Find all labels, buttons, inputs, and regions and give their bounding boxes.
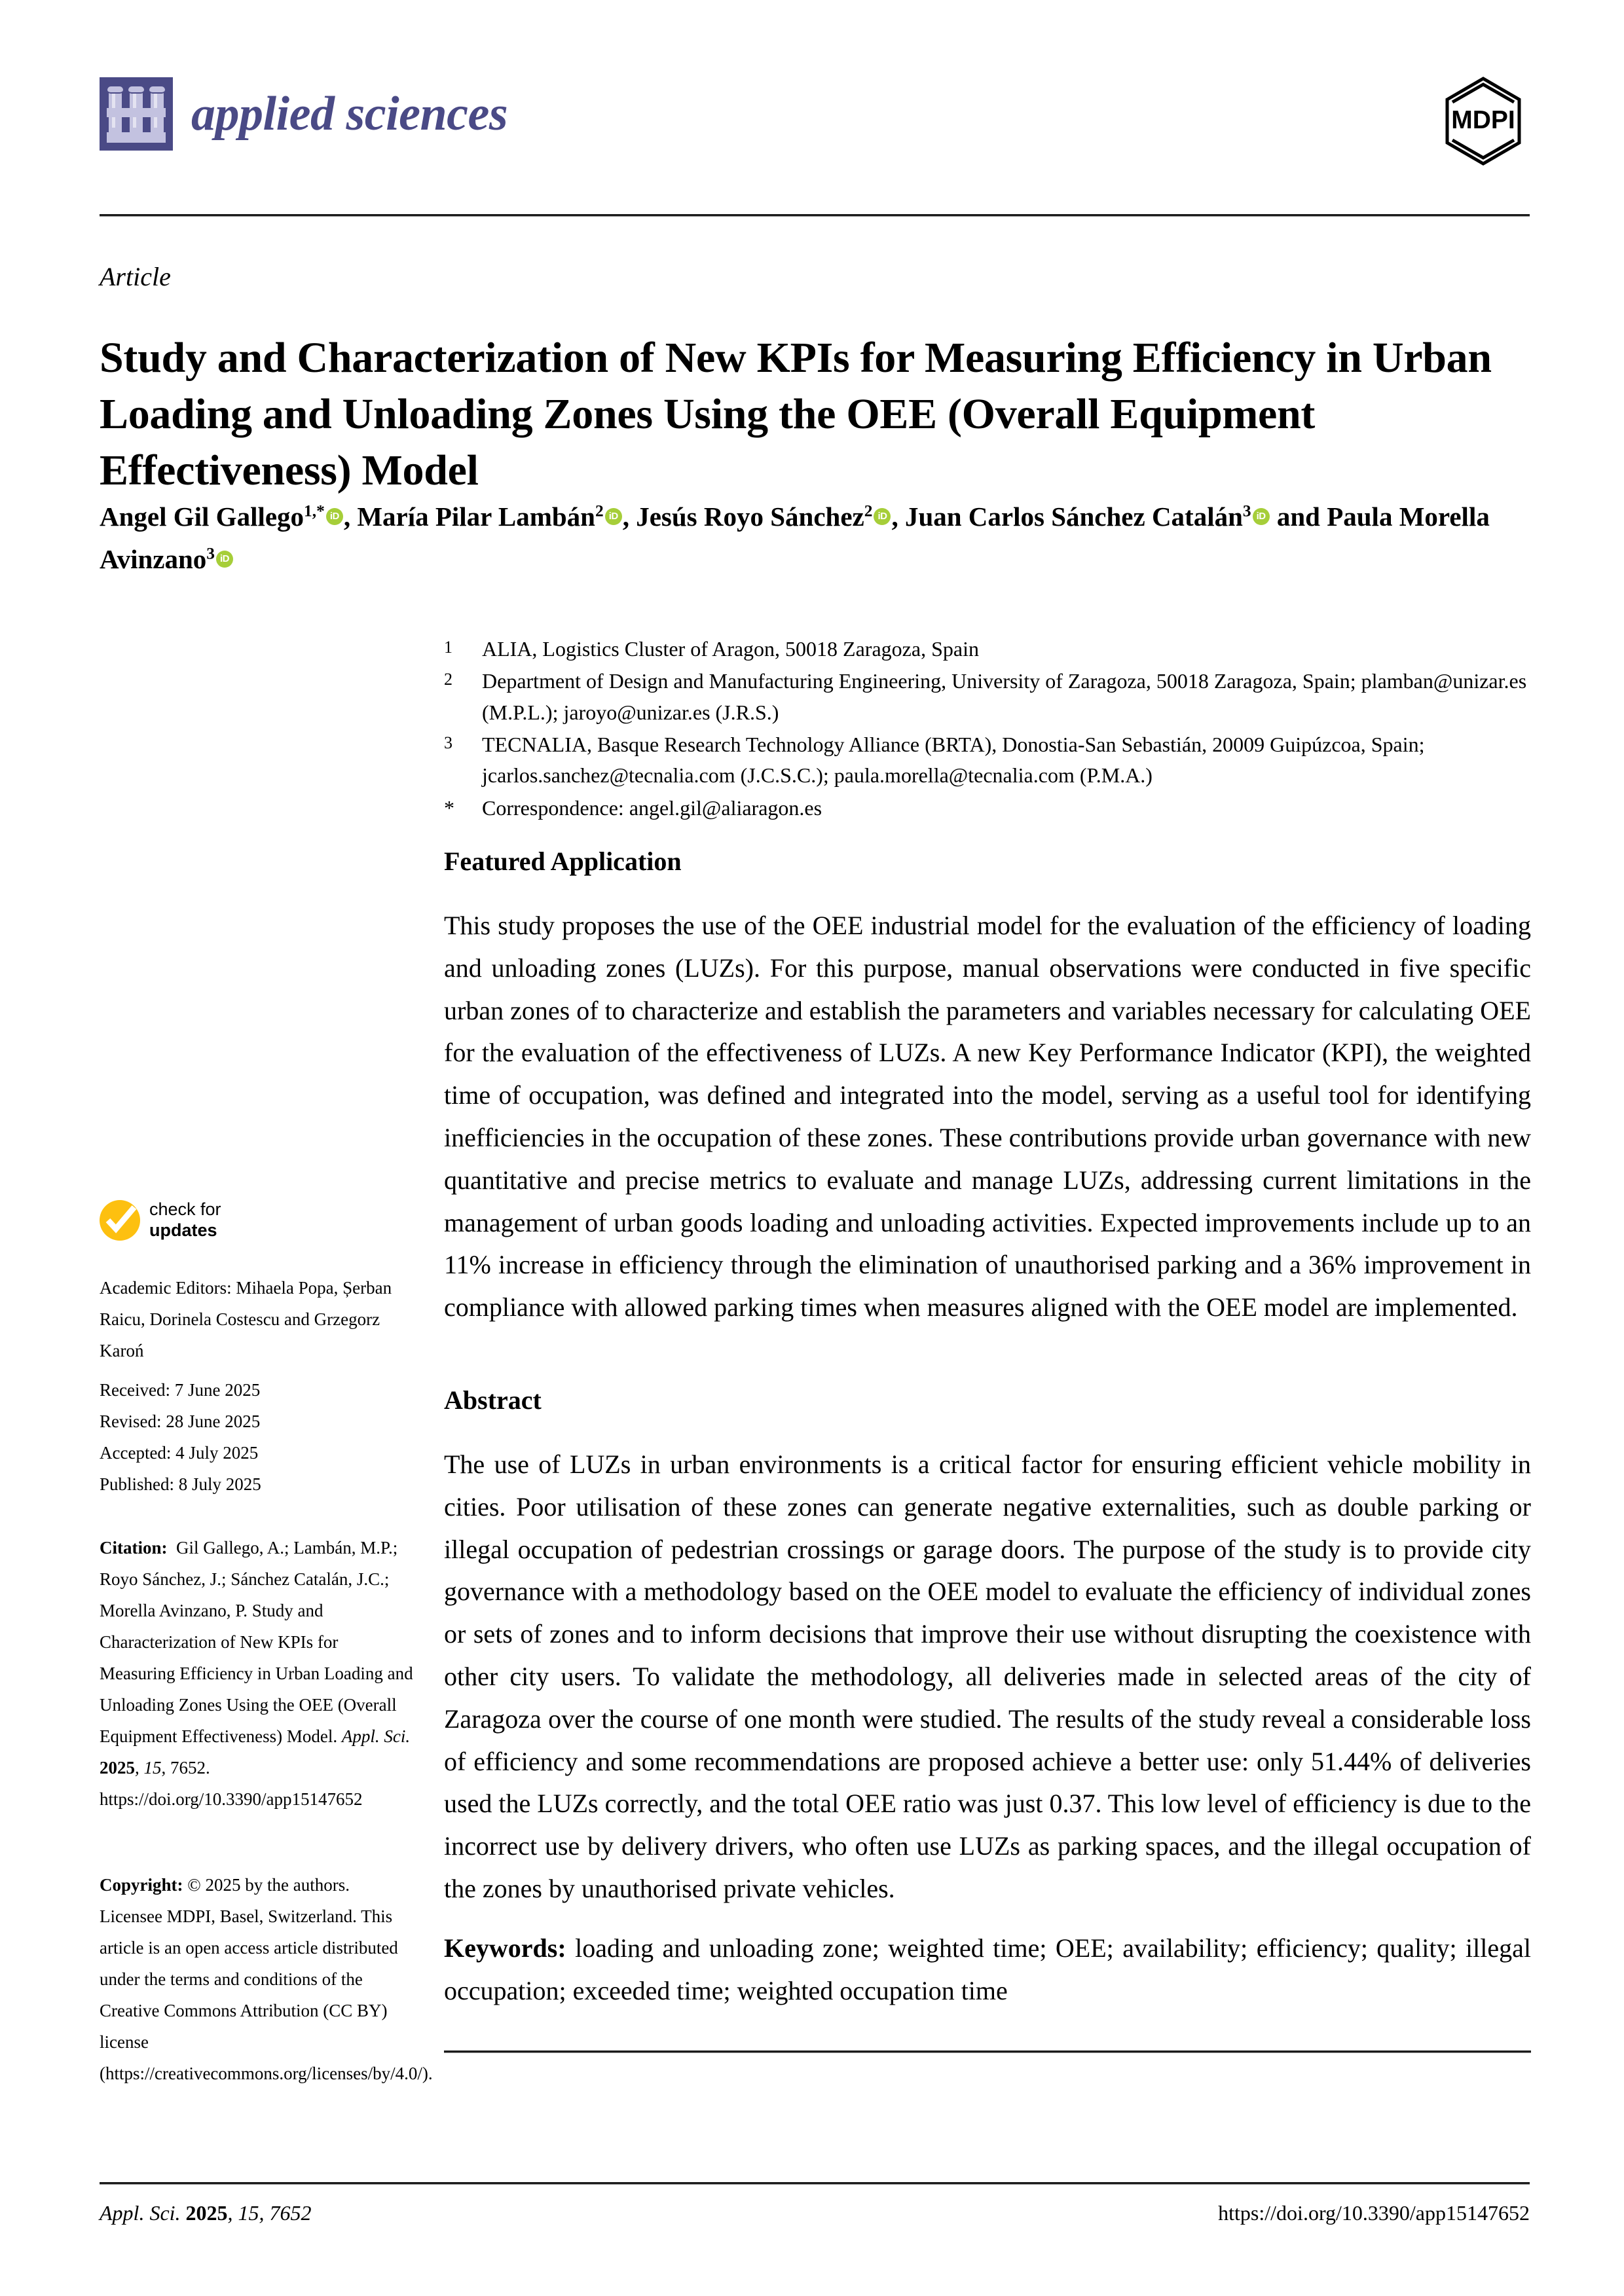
affiliation-row bbox=[444, 666, 1531, 728]
academic-editors-text: Academic Editors: Mihaela Popa, Șerban Raicu, Dorinela Costescu and Grzegorz Karoń bbox=[100, 1278, 392, 1361]
author-name: Angel Gil Gallego bbox=[100, 501, 304, 532]
keywords-list: loading and unloading zone; weighted time; OEE; availability; efficiency; quality; illegal occupation; exceeded time; weighted occupation time bbox=[444, 1933, 1532, 2005]
author-entry[interactable] bbox=[100, 501, 344, 532]
date-revised: Revised: 28 June 2025 bbox=[100, 1412, 261, 1432]
citation-label: Citation: bbox=[100, 1538, 168, 1558]
author-affiliation-marks: 3 bbox=[206, 544, 215, 563]
citation-volume: 15 bbox=[143, 1758, 162, 1778]
copyright-text: © 2025 by the authors. Licensee MDPI, Basel, Switzerland. This article is an open access article distributed under the terms and conditions of the Creative Commons Attribution (CC BY) license (https://creativecommons.org/licenses/by/4.0/). bbox=[100, 1875, 433, 2084]
keywords-line bbox=[444, 1927, 1531, 2013]
mdpi-logo[interactable] bbox=[1437, 72, 1530, 170]
author-separator: , bbox=[622, 501, 637, 532]
affiliation-text: TECNALIA, Basque Research Technology Alliance (BRTA), Donostia-San Sebastián, 20009 Guipúzcoa, Spain; jcarlos.sanchez@tecnalia.com (J.C.S.C.); paula.morella@tecnalia.com (P.M.A.) bbox=[482, 733, 1425, 788]
citation-block: Citation: Gil Gallego, A.; Lambán, M.P.; Royo Sánchez, J.; Sánchez Catalán, J.C.; Morella Avinzano, P. Study and Characterization of New KPIs for Measuring Efficiency in Urban Loading and Unloading Zones Using the OEE (Overall Equipment Effectiveness) Model. Appl. Sci. 2025, 15, 7652. https://doi.org/10.3390/app15147652 bbox=[100, 1538, 413, 1810]
abstract-body: The use of LUZs in urban environments is a critical factor for ensuring efficient vehicle mobility in cities. Poor utilisation of these zones can generate negative externalities, such as double parking or illegal occupation of pedestrian crossings or garage doors. The purpose of the study is to provide city governance with a methodology based on the OEE model to evaluate the efficiency of individual zones or sets of zones and to inform decisions that improve their use without disrupting the coexistence with other city users. To validate the methodology, all deliveries made in selected areas of the city of Zaragoza over the course of one month were studied. The results of the study reveal a considerable loss of efficiency and some recommendations are proposed achieve a better use: only 51.44% of deliveries used the LUZs correctly, and the total OEE ratio was just 0.37. This low level of efficiency is due to the incorrect use by delivery drivers, who often use LUZs as parking spaces, and the illegal occupation of the zones by unauthorised private vehicles. bbox=[444, 1449, 1531, 1903]
author-entry[interactable] bbox=[905, 501, 1270, 532]
affiliation-row bbox=[444, 634, 1531, 665]
orcid-icon[interactable]: iD bbox=[216, 551, 233, 568]
affiliation-row bbox=[444, 793, 1531, 824]
date-published: Published: 8 July 2025 bbox=[100, 1474, 261, 1495]
article-type: Article bbox=[100, 262, 171, 291]
author-affiliation-marks: 2 bbox=[864, 501, 873, 520]
page-title: Study and Characterization of New KPIs for Measuring Efficiency in Urban Loading and Unloading Zones Using the OEE (Overall Equipment Effectiveness) Model bbox=[100, 334, 1492, 494]
svg-text:MDPI: MDPI bbox=[1451, 106, 1515, 134]
footer-doi[interactable]: https://doi.org/10.3390/app15147652 bbox=[1218, 2201, 1530, 2225]
author-name: and Paula Morella Avinzano bbox=[100, 501, 1490, 574]
author-name: María Pilar Lambán bbox=[357, 501, 595, 532]
featured-application-body: This study proposes the use of the OEE industrial model for the evaluation of the efficiency of loading and unloading zones (LUZs). For this purpose, manual observations were conducted in five specific urban zones of to characterize and establish the parameters and variables necessary for calculating OEE for the evaluation of the effectiveness of LUZs. A new Key Performance Indicator (KPI), the weighted time of occupation, was defined and integrated into the model, serving as a useful tool for identifying inefficiencies in the occupation of these zones. These contributions provide urban governance with new quantitative and precise metrics to evaluate and manage LUZs, addressing current limitations in the management of urban goods loading and unloading activities. Expected improvements include up to an 11% increase in efficiency through the elimination of unauthorised parking and a 36% improvement in compliance with allowed parking times when measures aligned with the OEE model are implemented. bbox=[444, 911, 1531, 1322]
citation-doi[interactable]: https://doi.org/10.3390/app15147652 bbox=[100, 1789, 363, 1810]
correspondence-marker: * bbox=[444, 795, 454, 820]
masthead bbox=[100, 77, 1530, 189]
author-separator: , bbox=[343, 501, 358, 532]
copyright-block bbox=[100, 1869, 433, 2089]
masthead-divider bbox=[100, 214, 1530, 217]
keywords-divider bbox=[444, 2050, 1531, 2053]
test-tubes-rack-icon bbox=[100, 77, 173, 151]
correspondence-text: Correspondence: angel.gil@aliaragon.es bbox=[482, 795, 822, 820]
date-received: Received: 7 June 2025 bbox=[100, 1380, 261, 1400]
citation-authors: Gil Gallego, A.; Lambán, M.P.; Royo Sánchez, J.; Sánchez Catalán, J.C.; Morella Avinzano, P. bbox=[100, 1538, 398, 1621]
journal-name: applied sciences bbox=[191, 87, 508, 141]
date-accepted: Accepted: 4 July 2025 bbox=[100, 1443, 259, 1463]
author-entry[interactable] bbox=[357, 501, 622, 532]
citation-journal: Appl. Sci. bbox=[341, 1726, 411, 1747]
journal-brand[interactable] bbox=[100, 77, 507, 151]
abstract-section bbox=[444, 1385, 1531, 1910]
orcid-icon[interactable]: iD bbox=[605, 508, 622, 525]
citation-title: Study and Characterization of New KPIs for Measuring Efficiency in Urban Loading and Unloading Zones Using the OEE (Overall Equipment Effectiveness) Model. bbox=[100, 1601, 413, 1747]
orcid-icon[interactable]: iD bbox=[1253, 508, 1270, 525]
check-for-updates-line1: check for bbox=[149, 1199, 221, 1219]
citation-article-number: 7652. bbox=[170, 1758, 210, 1778]
affiliation-text: Department of Design and Manufacturing Engineering, University of Zaragoza, 50018 Zaragoza, Spain; plamban@unizar.es (M.P.L.); jaroyo@unizar.es (J.R.S.) bbox=[482, 669, 1527, 724]
citation-year: 2025 bbox=[100, 1758, 135, 1778]
abstract-heading: Abstract bbox=[444, 1385, 542, 1415]
publication-dates bbox=[100, 1374, 414, 1500]
author-name: Juan Carlos Sánchez Catalán bbox=[904, 501, 1243, 532]
affiliation-marker: 1 bbox=[444, 638, 452, 657]
affiliation-text: ALIA, Logistics Cluster of Aragon, 50018 Zaragoza, Spain bbox=[482, 637, 979, 661]
orcid-icon[interactable]: iD bbox=[326, 508, 343, 525]
keywords-section bbox=[444, 1927, 1531, 2013]
featured-application-section bbox=[444, 846, 1531, 1329]
affiliation-marker: 2 bbox=[444, 670, 452, 689]
keywords-label: Keywords: bbox=[444, 1933, 566, 1963]
featured-application-heading: Featured Application bbox=[444, 847, 682, 876]
footer-journal: Appl. Sci. bbox=[100, 2201, 181, 2225]
copyright-label: Copyright: bbox=[100, 1875, 183, 1895]
author-separator bbox=[1270, 501, 1277, 532]
author-affiliation-marks: 2 bbox=[595, 501, 604, 520]
footer-divider bbox=[100, 2182, 1530, 2185]
affiliation-marker: 3 bbox=[444, 733, 452, 753]
check-for-updates-line2: updates bbox=[149, 1220, 217, 1240]
orcid-icon[interactable]: iD bbox=[874, 508, 891, 525]
author-list bbox=[100, 496, 1530, 581]
footer-volume-page: , 15, 7652 bbox=[227, 2201, 312, 2225]
footer-year: 2025 bbox=[185, 2201, 228, 2225]
author-separator: , bbox=[891, 501, 905, 532]
check-for-updates-icon bbox=[100, 1200, 140, 1241]
affiliation-row bbox=[444, 729, 1531, 792]
affiliations bbox=[444, 634, 1531, 825]
academic-editors bbox=[100, 1272, 414, 1366]
author-affiliation-marks: 3 bbox=[1242, 501, 1251, 520]
author-entry[interactable] bbox=[636, 501, 891, 532]
footer-citation bbox=[100, 2201, 312, 2225]
check-for-updates-badge[interactable] bbox=[100, 1199, 414, 1241]
author-name: Jesús Royo Sánchez bbox=[636, 501, 864, 532]
author-affiliation-marks: 1,* bbox=[304, 501, 325, 520]
page-footer bbox=[100, 2201, 1530, 2225]
